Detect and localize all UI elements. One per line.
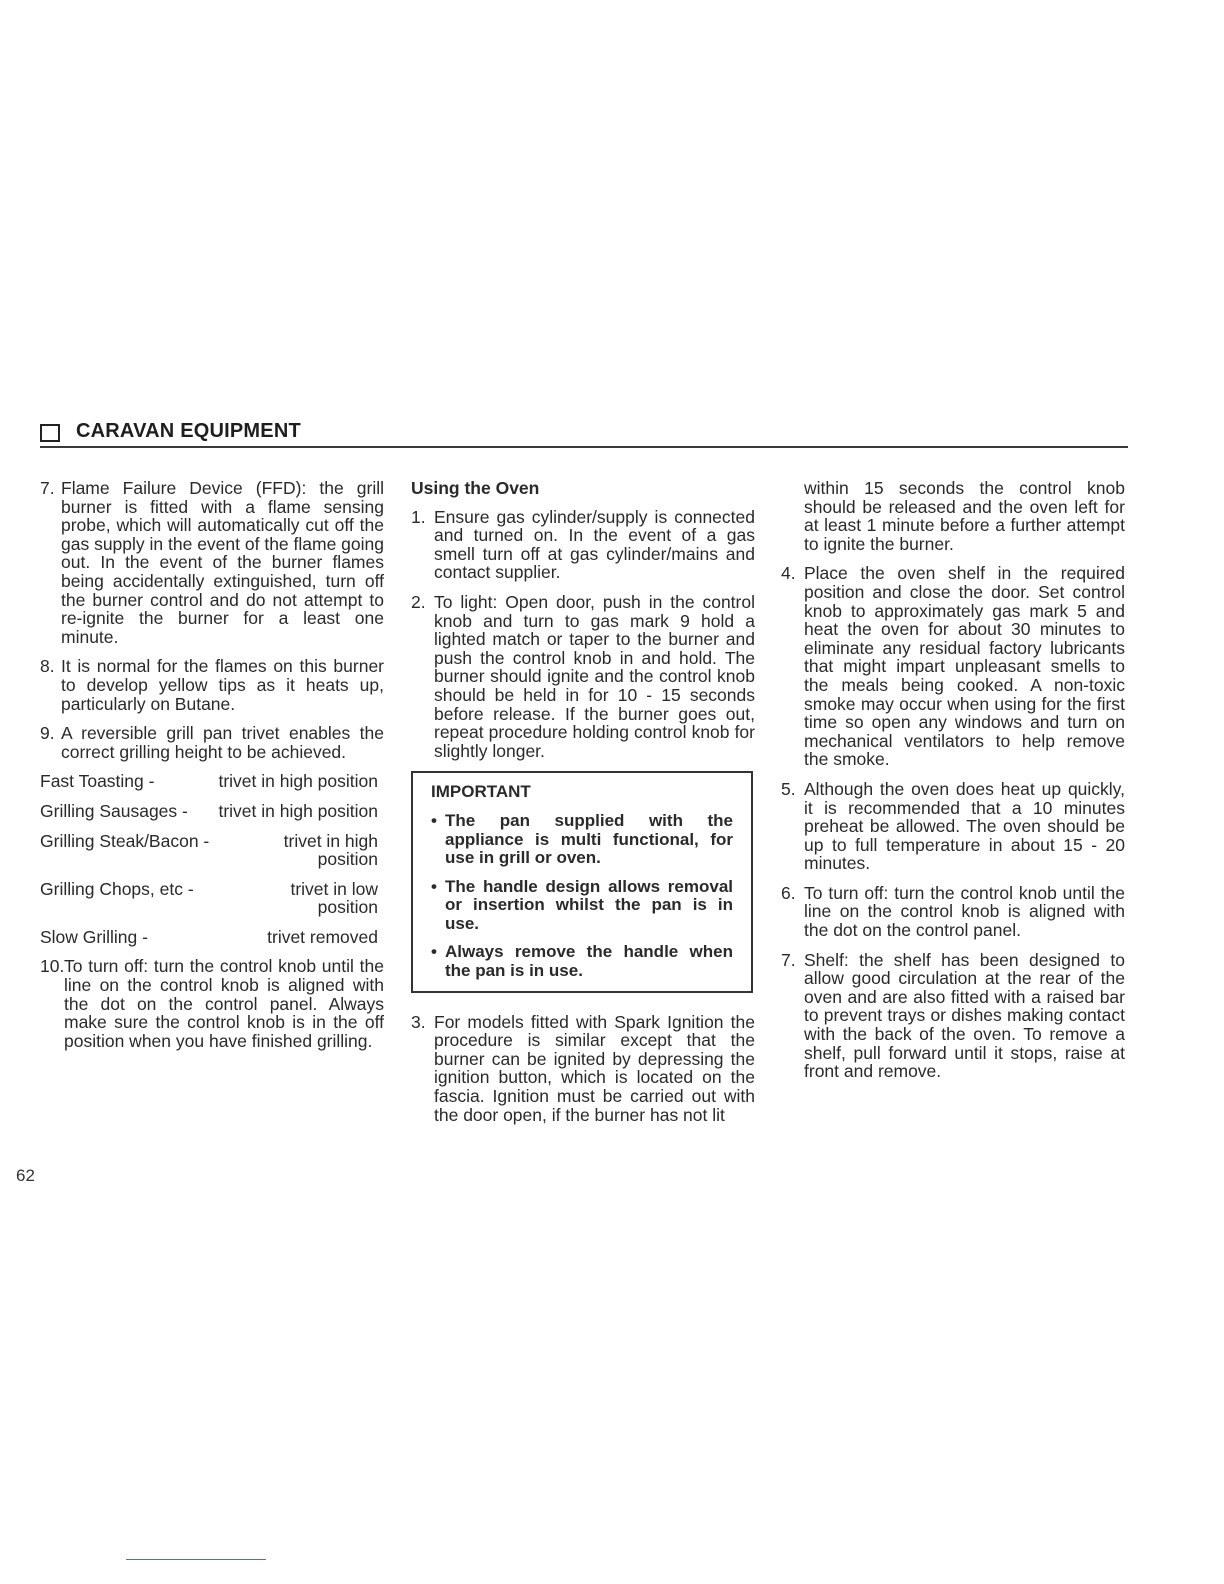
item-number: 8. bbox=[40, 656, 55, 677]
list-item bbox=[411, 1013, 755, 1125]
important-bullet bbox=[431, 812, 733, 868]
list-item bbox=[40, 724, 384, 761]
bullet-text: Always remove the handle when the pan is in use. bbox=[445, 942, 733, 981]
footer-rule bbox=[126, 1559, 266, 1560]
food-label: Grilling Steak/Bacon - bbox=[40, 830, 210, 851]
list-item bbox=[781, 884, 1125, 940]
item-number: 6. bbox=[781, 882, 796, 903]
page-number: 62 bbox=[16, 1166, 35, 1185]
item-text: Place the oven shelf in the required position and close the door. Set control knob to approximately gas mark 5 and heat the oven for about 30 minutes to eliminate any residual factory lubricants that might impart unpleasant smells to the meals being cooked. A non-toxic smoke may occur when using for the first time so open any windows and turn on mechanical ventilators to help remove the smoke. bbox=[804, 563, 1125, 770]
trivet-position-row bbox=[40, 802, 384, 821]
section-header bbox=[40, 420, 1128, 448]
important-notice-box bbox=[411, 771, 753, 992]
food-label: Fast Toasting - bbox=[40, 771, 155, 792]
bullet-text: The handle design allows removal or insertion whilst the pan is in use. bbox=[445, 876, 733, 933]
bullet-text: The pan supplied with the appliance is multi functional, for use in grill or oven. bbox=[445, 810, 733, 868]
item-number: 1. bbox=[411, 506, 426, 527]
important-bullet bbox=[431, 943, 733, 980]
item-text: A reversible grill pan trivet enables the correct grilling height to be achieved. bbox=[61, 723, 384, 762]
item-text: To turn off: turn the control knob until the line on the control knob is aligned with the dot on the control panel. bbox=[804, 882, 1125, 941]
header-checkbox-icon bbox=[40, 424, 60, 442]
item-number: 7. bbox=[40, 478, 55, 498]
food-label: Slow Grilling - bbox=[40, 926, 148, 947]
item-text: To light: Open door, push in the control knob and turn to gas mark 9 hold a lighted match or taper to the burner and push the control knob in and hold. The burner should ignite and the control knob should be held in for 10 - 15 seconds before release. If the burner goes out, repeat procedure holding control knob for slightly longer. bbox=[434, 591, 755, 761]
list-item bbox=[411, 508, 755, 582]
right-column bbox=[781, 479, 1125, 1092]
important-title: IMPORTANT bbox=[431, 782, 531, 802]
bullet-icon: • bbox=[431, 876, 437, 896]
trivet-value: trivet in high position bbox=[218, 771, 378, 792]
bullet-icon: • bbox=[431, 942, 437, 962]
trivet-position-row bbox=[40, 880, 384, 917]
oven-heading: Using the Oven bbox=[411, 478, 540, 498]
food-label: Grilling Sausages - bbox=[40, 800, 188, 821]
list-item-continuation bbox=[781, 479, 1125, 553]
item-number: 10. bbox=[40, 956, 65, 977]
trivet-value: trivet in low position bbox=[290, 878, 378, 918]
trivet-value: trivet removed bbox=[267, 926, 378, 947]
list-item bbox=[411, 593, 755, 760]
item-text: Although the oven does heat up quickly, it is recommended that a 10 minutes preheat be allowed. The oven should be up to full temperature in about 15 - 20 minutes. bbox=[804, 778, 1125, 874]
trivet-value: trivet in high position bbox=[283, 830, 378, 870]
middle-column bbox=[411, 479, 755, 1135]
item-text: It is normal for the flames on this burner to develop yellow tips as it heats up, particularly on Butane. bbox=[61, 656, 384, 714]
item-text: Ensure gas cylinder/supply is connected and turned on. In the event of a gas smell turn off at gas cylinder/mains and contact supplier. bbox=[434, 506, 755, 583]
item-text: Flame Failure Device (FFD): the grill burner is fitted with a flame sensing probe, which will automatically cut off the gas supply in the event of the flame going out. In the event of the burner flames being accidentally extinguished, turn off the burner control and do not attempt to re-ignite the burner for a least one minute. bbox=[61, 478, 384, 647]
section-title: CARAVAN EQUIPMENT bbox=[76, 420, 301, 442]
item-text: within 15 seconds the control knob should be released and the oven left for at least 1 minute before a further attempt to ignite the burner. bbox=[804, 478, 1125, 554]
list-item bbox=[40, 479, 384, 646]
food-label: Grilling Chops, etc - bbox=[40, 878, 194, 899]
item-number: 9. bbox=[40, 723, 55, 744]
list-item bbox=[781, 564, 1125, 769]
bullet-icon: • bbox=[431, 810, 437, 830]
list-item bbox=[781, 780, 1125, 873]
item-number: 3. bbox=[411, 1011, 426, 1032]
trivet-value: trivet in high position bbox=[218, 800, 378, 821]
list-item bbox=[781, 951, 1125, 1081]
item-number: 2. bbox=[411, 591, 426, 612]
trivet-position-row bbox=[40, 772, 384, 791]
item-number: 4. bbox=[781, 563, 796, 584]
left-column bbox=[40, 479, 384, 1061]
item-text: Shelf: the shelf has been designed to allow good circulation at the rear of the oven and are also fitted with a raised bar to prevent trays or dishes making contact with the back of the oven. To remove a shelf, pull forward until it stops, raise at front and remove. bbox=[804, 949, 1125, 1082]
trivet-position-row bbox=[40, 928, 384, 947]
item-number: 5. bbox=[781, 778, 796, 799]
item-number: 7. bbox=[781, 949, 796, 970]
list-item bbox=[40, 657, 384, 713]
list-item bbox=[40, 957, 384, 1050]
trivet-position-row bbox=[40, 832, 384, 869]
important-bullet bbox=[431, 878, 733, 934]
item-text: To turn off: turn the control knob until the line on the control knob is aligned with the dot on the control panel. Always make sure the control knob is in the off position when you have finished grilling. bbox=[64, 956, 384, 1051]
item-text: For models fitted with Spark Ignition the procedure is similar except that the burner can be ignited by depressing the ignition button, which is located on the fascia. Ignition must be carried out with the door open, if the burner has not lit bbox=[434, 1011, 755, 1125]
